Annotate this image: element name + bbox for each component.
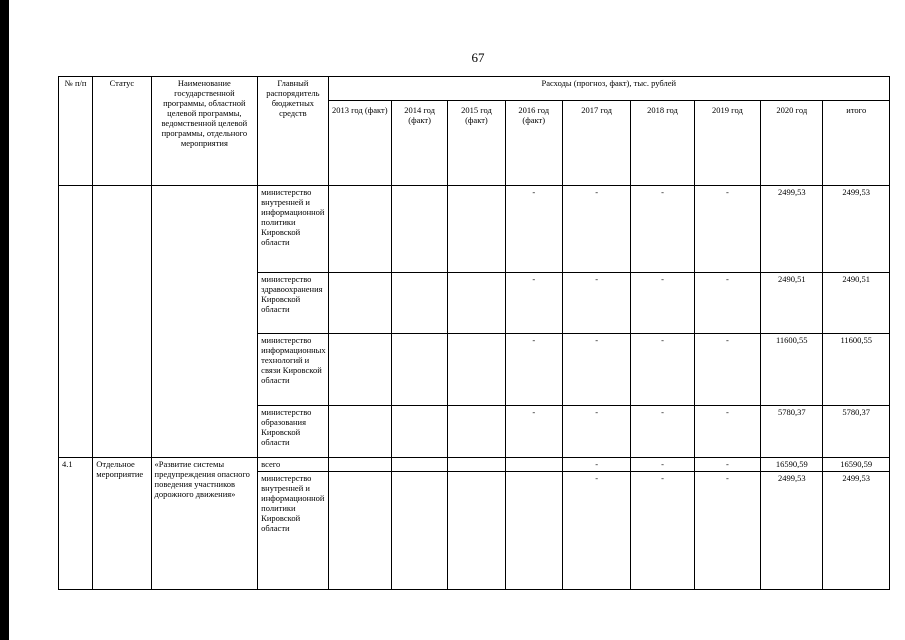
- header-year-2020: 2020 год: [761, 101, 823, 186]
- manager-cell: министерство внутренней и информационной политики Кировской области: [258, 186, 328, 273]
- manager-cell: министерство здравоохранения Кировской области: [258, 273, 328, 334]
- section-total-row: [59, 458, 890, 472]
- header-name: Наименование государственной программы, областной целевой программы, ведомственной целевой программы, отдельного мероприятия: [151, 77, 258, 186]
- value-2020: 16590,59: [761, 458, 823, 472]
- value-2019: -: [694, 186, 760, 273]
- header-total: итого: [823, 101, 890, 186]
- value-2020: 2499,53: [761, 186, 823, 273]
- value-2016: -: [505, 273, 562, 334]
- scan-edge: [0, 0, 9, 640]
- header-expenses: Расходы (прогноз, факт), тыс. рублей: [328, 77, 889, 101]
- value-2016: -: [505, 186, 562, 273]
- empty-status-cell: [93, 186, 151, 458]
- value-total: 2499,53: [823, 472, 890, 590]
- value-2016: -: [505, 406, 562, 458]
- manager-cell: всего: [258, 458, 328, 472]
- value-2019: -: [694, 273, 760, 334]
- value-2017: -: [562, 406, 630, 458]
- header-year-2015: 2015 год (факт): [448, 101, 505, 186]
- value-2020: 5780,37: [761, 406, 823, 458]
- header-year-2018: 2018 год: [631, 101, 694, 186]
- value-2018: -: [631, 334, 694, 406]
- value-2018: -: [631, 273, 694, 334]
- header-status: Статус: [93, 77, 151, 186]
- value-2018: -: [631, 472, 694, 590]
- table-row: [59, 186, 890, 273]
- header-year-2016: 2016 год (факт): [505, 101, 562, 186]
- value-total: 2499,53: [823, 186, 890, 273]
- empty-num-cell: [59, 186, 93, 458]
- manager-cell: министерство образования Кировской области: [258, 406, 328, 458]
- value-2020: 2499,53: [761, 472, 823, 590]
- header-year-2014: 2014 год (факт): [391, 101, 447, 186]
- value-2017: -: [562, 273, 630, 334]
- value-total: 5780,37: [823, 406, 890, 458]
- empty-name-cell: [151, 186, 258, 458]
- value-2018: -: [631, 406, 694, 458]
- value-2018: -: [631, 186, 694, 273]
- value-2019: -: [694, 334, 760, 406]
- value-2019: -: [694, 472, 760, 590]
- value-total: 11600,55: [823, 334, 890, 406]
- header-year-2013: 2013 год (факт): [328, 101, 391, 186]
- value-2019: -: [694, 406, 760, 458]
- value-2017: -: [562, 186, 630, 273]
- value-2016: -: [505, 334, 562, 406]
- section-status: Отдельное мероприятие: [93, 458, 151, 590]
- value-2018: -: [631, 458, 694, 472]
- manager-cell: министерство внутренней и информационной политики Кировской области: [258, 472, 328, 590]
- header-manager: Главный распорядитель бюджетных средств: [258, 77, 328, 186]
- section-name: «Развитие системы предупреждения опасного поведения участников дорожного движения»: [151, 458, 258, 590]
- header-year-2017: 2017 год: [562, 101, 630, 186]
- value-2017: -: [562, 458, 630, 472]
- header-row: [59, 77, 890, 101]
- value-2017: -: [562, 334, 630, 406]
- section-num: 4.1: [59, 458, 93, 590]
- header-num: № п/п: [59, 77, 93, 186]
- budget-table: [58, 76, 890, 590]
- value-2019: -: [694, 458, 760, 472]
- value-2020: 2490,51: [761, 273, 823, 334]
- header-year-2019: 2019 год: [694, 101, 760, 186]
- value-2020: 11600,55: [761, 334, 823, 406]
- value-2017: -: [562, 472, 630, 590]
- value-total: 16590,59: [823, 458, 890, 472]
- page-number: 67: [471, 50, 485, 65]
- manager-cell: министерство информационных технологий и связи Кировской области: [258, 334, 328, 406]
- value-total: 2490,51: [823, 273, 890, 334]
